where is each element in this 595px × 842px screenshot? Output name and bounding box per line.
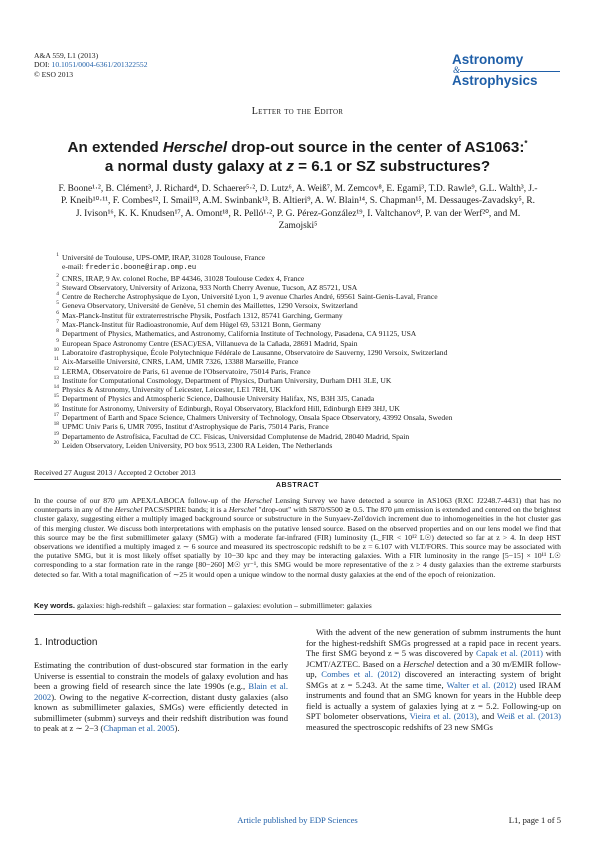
affiliation-number: 10: [53, 346, 59, 353]
citation-link[interactable]: Combes et al. (2012): [321, 669, 401, 679]
affiliation-number: 19: [53, 430, 59, 437]
affiliation-item: [48, 367, 568, 376]
affiliation-text: Steward Observatory, University of Arizona, 933 North Cherry Avenue, Tucson, AZ 85721, USA: [62, 282, 358, 292]
section-title: Introduction: [45, 637, 98, 648]
affiliation-item: [48, 320, 568, 329]
affiliation-text: Université de Toulouse, UPS-OMP, IRAP, 31028 Toulouse, France: [62, 253, 266, 262]
citation-link[interactable]: Walter et al. (2012): [446, 679, 517, 690]
affiliation-list: [48, 253, 568, 450]
doi-line: [34, 60, 148, 69]
affiliation-text: UPMC Univ Paris 6, UMR 7095, Institut d'Astrophysique de Paris, 75014 Paris, France: [62, 422, 329, 432]
affiliation-number: 13: [53, 374, 59, 381]
affiliation-number: 4: [56, 291, 59, 298]
affiliation-item: [48, 385, 568, 394]
affiliation-text: Centre de Recherche Astrophysique de Lyon, Université Lyon 1, 9 avenue Charles André, 69561 Saint-Genis-Laval, France: [62, 292, 438, 302]
affiliation-text: Max-Planck-Institut für extraterrestrische Physik, Postfach 1312, 85741 Garching, Germany: [62, 310, 343, 320]
citation-link[interactable]: Capak et al. (2011): [475, 648, 544, 658]
publisher-prefix: Article published by: [237, 815, 310, 825]
abstract-text: In the course of our 870 μm APEX/LABOCA follow-up of the Herschel Lensing Survey we have detected a source in AS1063 (RXC J2248.7-4431) that has no counterparts in any of the Herschel PACS/SPIRE bands; it is a Herschel "drop-out" with S870/S500 ≳ 0.5. The 870 μm emission is extended and centered on the brightest cluster galaxy, suggesting either a multiply imaged background source or substructure in the Sunyaev-Zel'dovich increment due to inhomogeneities in the hot cluster gas of this merging cluster. We discuss both interpretations with emphasis on the putative lensed source. Based on the observed properties and on our lens model we find that this source may be the first submillimeter galaxy (SMG) with a moderate far-infrared (FIR) luminosity (L_FIR < 10¹² L☉) detected so far at z > 4. In deep HST observations we identified a multiply imaged z ∼ 6 source and measured its spectroscopic redshift to be z = 6.107 with VLT/FORS. This source may be associated with the putative SMG, but it is most likely offset spatially by 10−30 kpc and they may be interacting galaxies. With a FIR luminosity in the range [5−15] × 10¹¹ L☉ corresponding to a star formation rate in the range [80−260] M☉ yr⁻¹, this SMG would be more representative of the z > 4 dusty galaxies than the extreme starbursts detected so far. With a total magnification of ∼25 it would open a unique window to the normal dusty galaxies at the end of the epoch of reionization.: [34, 496, 562, 579]
journal-meta: [34, 51, 148, 79]
affiliation-number: 18: [53, 421, 59, 428]
paragraph: Estimating the contribution of dust-obscured star formation in the early Universe is essential to constrain the models of galaxy evolution and has been a growing field of research since the late 1990s (e.g., Blain et al. 2002). Owing to the negative K-correction, distant dusty galaxies (also known as submillimeter galaxies, SMGs) were efficiently detected in submillimeter (submm) surveys and their redshift distribution was found to peak at z ∼ 2−3 (Chapman et al. 2005).: [34, 660, 288, 733]
section-heading: [34, 637, 97, 648]
affiliation-text: CNRS, IRAP, 9 Av. colonel Roche, BP 44346, 31028 Toulouse Cedex 4, France: [62, 273, 305, 283]
affiliation-number: 14: [53, 384, 59, 391]
affiliation-number: 7: [56, 319, 59, 326]
affiliation-item: [48, 394, 568, 403]
affiliation-item: [48, 404, 568, 413]
paper-title: [30, 134, 565, 176]
author-list: F. Boone¹·², B. Clément³, J. Richard⁴, D. Schaerer⁵·², D. Lutz⁶, A. Weiß⁷, M. Zemcov⁸, E. Egami³, T.D. Rawle⁹, G.L. Walth³, J.-P. Kneib¹⁰·¹¹, F. Combes¹², I. Smail¹³, A.M. Swinbank¹³, B. Altieri⁹, A. W. Blain¹⁴, S. Chapman¹⁵, M. Dessauges-Zavadsky⁵, R. J. Ivison¹⁶, K. K. Knudsen¹⁷, A. Omont¹⁸, R. Pelló¹·², P. G. Pérez-González¹⁹, I. Valtchanov⁹, P. van der Werf²⁰, and M. Zamojski⁵: [58, 184, 538, 231]
affiliation-text: European Space Astronomy Centre (ESAC)/ESA, Villanueva de la Cañada, 28691 Madrid, Spain: [62, 338, 358, 348]
affiliation-number: 11: [53, 356, 59, 363]
affiliation-number: 8: [56, 328, 59, 335]
keywords-heading: Key words.: [34, 601, 76, 610]
keywords: [34, 601, 561, 610]
divider: [34, 614, 561, 615]
article-kind: Letter to the Editor: [251, 106, 344, 117]
title-italic: z: [286, 158, 294, 176]
affiliation-text: Department of Physics, Mathematics, and Astronomy, California Institute of Technology, Pasadena, CA 91125, USA: [62, 329, 417, 339]
abstract-heading: ABSTRACT: [275, 482, 320, 489]
abstract: [34, 496, 561, 579]
affiliation-item: [48, 329, 568, 338]
affiliation-number: 20: [53, 439, 59, 446]
divider: [34, 479, 561, 480]
section-number: 1.: [34, 637, 43, 648]
logo-ampersand: &: [453, 65, 461, 75]
affiliation-text: Departamento de Astrofísica, Facultad de CC. Físicas, Universidad Complutense de Madrid, 28040 Madrid, Spain: [62, 431, 410, 441]
doi-label: DOI:: [34, 60, 52, 70]
logo-line-astrophysics: Astrophysics: [452, 73, 538, 88]
affiliation-text: Department of Earth and Space Science, Chalmers University of Technology, Onsala Space Observatory, 43992 Onsala, Sweden: [62, 413, 453, 423]
affiliation-item: [48, 413, 568, 422]
affiliation-number: 2: [56, 272, 59, 279]
title-text: a normal dusty galaxy at: [104, 158, 287, 176]
affiliation-text: Laboratoire d'astrophysique, École Polytechnique Fédérale de Lausanne, Observatoire de Sauverny, 1290 Versoix, Switzerland: [62, 347, 448, 357]
affiliation-item: [48, 348, 568, 357]
affiliation-item: [48, 376, 568, 385]
logo-line-astronomy: Astronomy: [452, 52, 524, 67]
affiliation-number: 6: [56, 309, 59, 316]
affiliation-text: e-mail:: [62, 262, 86, 272]
keywords-text: galaxies: high-redshift – galaxies: star formation – galaxies: evolution – submillimeter: galaxies: [76, 601, 372, 610]
affiliation-text: Max-Planck-Institut für Radioastronomie, Auf dem Hügel 69, 53121 Bonn, Germany: [62, 320, 321, 330]
affiliation-text: Physics & Astronomy, University of Leicester, Leicester, LE1 7RH, UK: [62, 385, 281, 395]
title-text: An extended: [67, 139, 163, 157]
affiliation-number: 12: [53, 365, 59, 372]
affiliation-text: Institute for Computational Cosmology, Department of Physics, Durham University, Durham DH1 3LE, UK: [62, 375, 392, 385]
affiliation-item: [48, 422, 568, 431]
affiliation-item: [48, 283, 568, 292]
affiliation-text: Department of Physics and Atmospheric Science, Dalhousie University Halifax, NS, B3H 3J5, Canada: [62, 394, 375, 404]
affiliation-item: [48, 301, 568, 310]
title-italic: Herschel: [162, 139, 228, 157]
body-column-left: [34, 660, 288, 734]
affiliation-number: 16: [53, 402, 59, 409]
affiliation-text: Institute for Astronomy, University of Edinburgh, Royal Observatory, Blackford Hill, Edinburgh EH9 3HJ, UK: [62, 403, 400, 413]
citation-link[interactable]: Blain et al. 2002: [34, 681, 288, 702]
affiliation-email: [48, 262, 568, 273]
affiliation-item: [48, 441, 568, 450]
affiliation-text: LERMA, Observatoire de Paris, 61 avenue de l'Observatoire, 75014 Paris, France: [62, 366, 311, 376]
affiliation-number: 1: [56, 252, 59, 258]
affiliation-item: [48, 274, 568, 283]
doi-link[interactable]: 10.1051/0004-6361/201322552: [51, 60, 148, 70]
affiliation-number: 15: [53, 393, 59, 400]
affiliation-item: [48, 339, 568, 348]
affiliation-item: [48, 311, 568, 320]
logo-rule: [460, 71, 560, 72]
citation-link[interactable]: Weiß et al. (2013): [496, 711, 561, 721]
citation-link[interactable]: Chapman et al. 2005: [103, 723, 175, 733]
affiliation-item: [48, 292, 568, 301]
affiliation-number: 9: [56, 337, 59, 344]
affiliation-text: Leiden Observatory, Leiden University, PO box 9513, 2300 RA Leiden, The Netherlands: [62, 440, 333, 450]
affiliation-item: [48, 432, 568, 441]
body-column-right: [306, 627, 561, 732]
title-text: = 6.1 or SZ substructures?: [293, 158, 491, 176]
page-number: L1, page 1 of 5: [508, 815, 561, 825]
citation: A&A 559, L1 (2013): [34, 51, 99, 60]
affiliation-item: [48, 357, 568, 366]
affiliation-text: Geneva Observatory, Université de Genève, 51 chemin des Maillettes, 1290 Versoix, Switzerland: [62, 301, 358, 311]
affiliation-number: 5: [56, 300, 59, 307]
received-dates: Received 27 August 2013 / Accepted 2 October 2013: [34, 468, 196, 477]
title-footnote-mark[interactable]: *: [524, 139, 528, 148]
citation-link[interactable]: Vieira et al. (2013): [409, 711, 477, 721]
title-text: drop-out source in the center of AS1063:: [227, 139, 525, 157]
copyright: © ESO 2013: [34, 69, 74, 79]
affiliation-number: 17: [53, 412, 59, 419]
affiliation-number: 3: [56, 281, 59, 288]
journal-logo: [452, 53, 560, 95]
email-link[interactable]: frederic.boone@irap.omp.eu: [85, 264, 197, 273]
publisher-link[interactable]: EDP Sciences: [309, 815, 358, 825]
paragraph: With the advent of the new generation of submm instruments the hunt for the highest-redshift SMGs progressed at a rapid pace in recent years. The first SMG beyond z = 5 was discovered by Capak et al. (2011) with JCMT/AZTEC. Based on a Herschel detection and a 30 m/EMIR follow-up, Combes et al. (2012) discovered an interacting system of bright SMGs at z = 5.243. At the same time, Walter et al. (2012) used IRAM instruments and found that an SMG known for years in the Hubble deep field is actually a system of galaxies lying at z = 5.2. Following-up on SPT bolometer observations, Vieira et al. (2013), and Weiß et al. (2013) measured the spectroscopic redshifts of 23 new SMGs: [306, 627, 562, 732]
affiliation-item: [48, 253, 568, 262]
affiliation-text: Aix-Marseille Université, CNRS, LAM, UMR 7326, 13388 Marseille, France: [62, 357, 299, 367]
